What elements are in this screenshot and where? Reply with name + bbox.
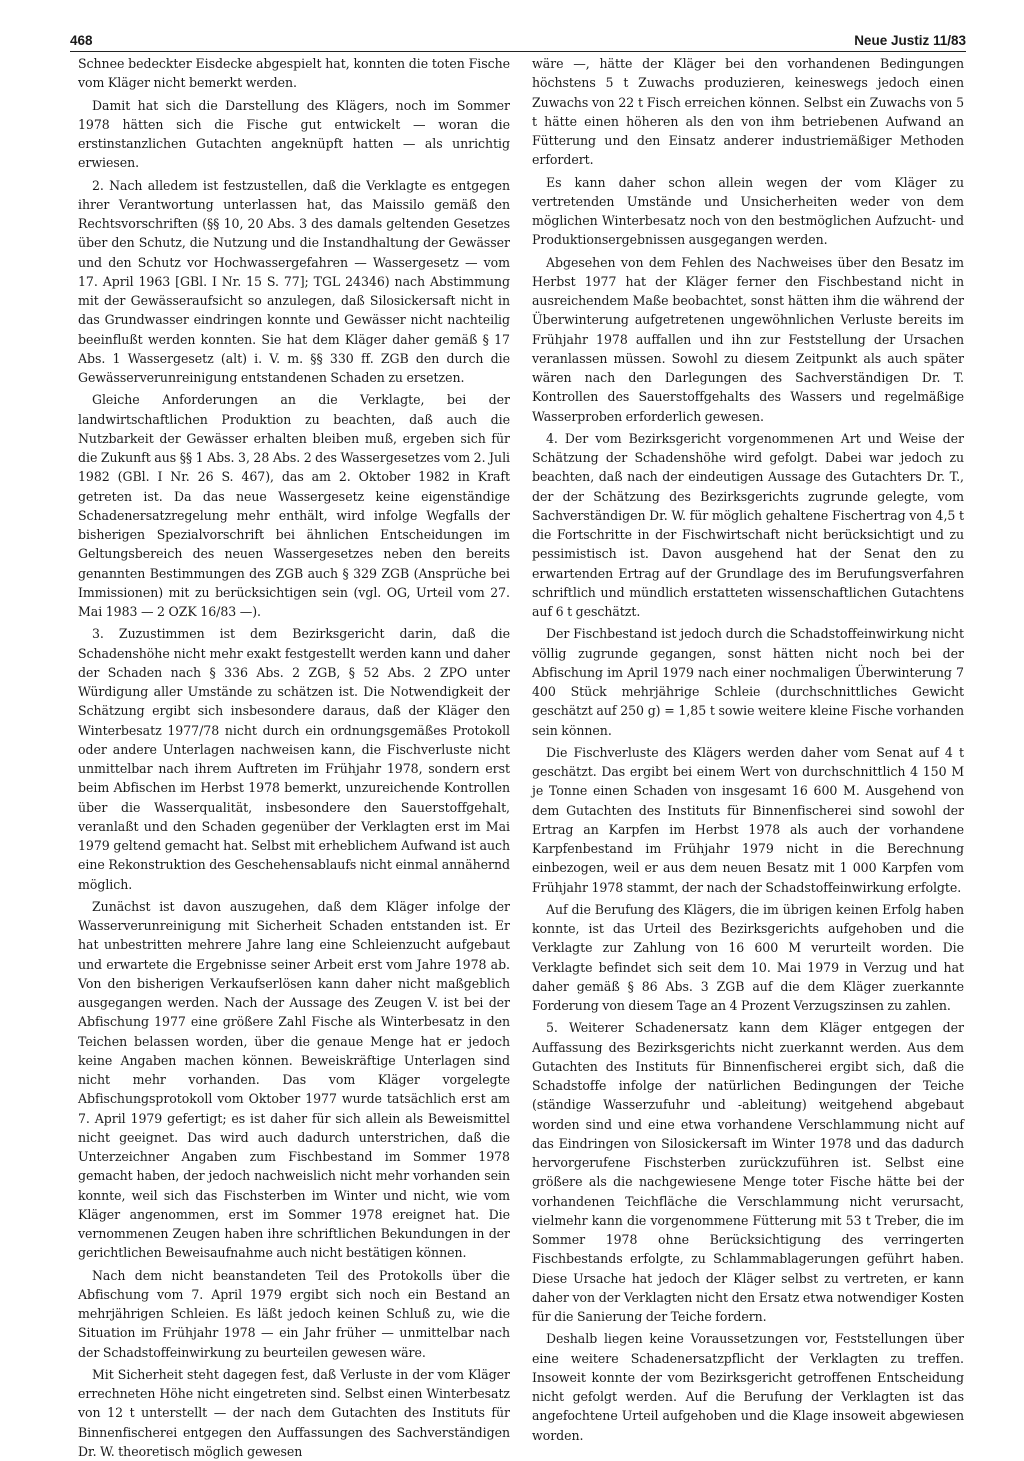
paragraph: Schnee bedeckter Eisdecke abgespielt hat, konnten die toten Fische vom Kläger nicht bemerkt werden. [78, 56, 510, 91]
paragraph: Zunächst ist davon auszugehen, daß dem Kläger infolge der Wasserverunreinigung mit Sicherheit Schaden entstanden ist. Er hat unbestritten mehrere Jahre lang eine Schleienzucht aufgebaut und erwartete die Ergebnisse seiner Arbeit erst vom Jahre 1978 ab. Von den bisherigen Verkaufserlösen kann daher nicht maßgeblich ausgegangen werden. Nach der Aussage des Zeugen V. ist bei der Abfischung 1977 eine größere Zahl Fische als Winterbesatz in den Teichen belassen worden, über die genaue Menge hat er jedoch keine Angaben machen können. Beweiskräftige Unterlagen sind nicht mehr vorhanden. Das vom Kläger vorgelegte Abfischungsprotokoll vom Oktober 1977 wurde tatsächlich erst am 7. April 1979 gefertigt; es ist daher für sich allein als Beweismittel nicht geeignet. Das wird auch dadurch unterstrichen, daß die Unterzeichner Angaben zum Fischbestand im Sommer 1978 gemacht haben, der jedoch nachweislich nicht mehr vorhanden sein konnte, weil sich das Fischsterben im Winter und nicht, wie vom Kläger angenommen, erst im Sommer 1978 ereignet hat. Die vernommenen Zeugen haben ihre schriftlichen Bekundungen in der gerichtlichen Beweisaufnahme auch nicht bestätigen können. [78, 898, 510, 1261]
page-header [70, 26, 966, 52]
paragraph: Deshalb liegen keine Voraussetzungen vor, Feststellungen über eine weitere Schadenersatzpflicht der Verklagten zu treffen. Insoweit konnte der vom Bezirksgericht getroffenen Entscheidung nicht gefolgt werden. Auf die Berufung der Verklagten ist das angefochtene Urteil aufgehoben und die Klage insoweit abgewiesen worden. [532, 1331, 964, 1443]
journal-title: Neue Justiz 11/83 [854, 33, 966, 48]
paragraph: Mit Sicherheit steht dagegen fest, daß Verluste in der vom Kläger errechneten Höhe nicht eingetreten sind. Selbst einen Winterbesatz von 12 t unterstellt — der nach dem Gutachten des Instituts für Binnenfischerei entgegen den Auffassungen des Sachverständigen Dr. W. theoretisch möglich gewesen [78, 1366, 510, 1459]
paragraph: Die Fischverluste des Klägers werden daher vom Senat auf 4 t geschätzt. Das ergibt bei einem Wert von durchschnittlich 4 150 M je Tonne einen Schaden von insgesamt 16 600 M. Ausgehend von dem Gutachten des Instituts für Binnenfischerei sind sowohl der Ertrag an Karpfen im Herbst 1978 als auch der vorhandene Karpfenbestand im Frühjahr 1979 nicht in die Berechnung einbezogen, weil er aus dem neuen Besatz mit 1 000 Karpfen vom Frühjahr 1978 stammt, der nach der Schadstoffeinwirkung erfolgte. [532, 744, 964, 895]
paragraph: 3. Zuzustimmen ist dem Bezirksgericht darin, daß die Schadenshöhe nicht mehr exakt festgestellt werden kann und daher der Schaden nach § 336 Abs. 2 ZGB, § 52 Abs. 2 ZPO unter Würdigung aller Umstände zu schätzen ist. Die Notwendigkeit der Schätzung ergibt sich insbesondere daraus, daß der Kläger den Winterbesatz 1977/78 nicht durch ein ordnungsgemäßes Protokoll oder andere Unterlagen nachweisen kann, die Fischverluste nicht unmittelbar nach ihrem Auftreten im Frühjahr 1978, sondern erst beim Abfischen im Herbst 1978 bemerkt, unzureichende Kontrollen über die Wasserqualität, insbesondere den Sauerstoffgehalt, veranlaßt und den Schaden gegenüber der Verklagten erst im Mai 1979 geltend gemacht hat. Selbst mit erheblichem Aufwand ist auch eine Rekonstruktion des Geschehensablaufs nicht einmal annähernd möglich. [78, 626, 510, 892]
paragraph: 2. Nach alledem ist festzustellen, daß die Verklagte es entgegen ihrer Verantwortung unterlassen hat, das Maissilo gemäß den Rechtsvorschriften (§§ 10, 20 Abs. 3 des damals geltenden Gesetzes über den Schutz, die Nutzung und die Instandhaltung der Gewässer und den Schutz vor Hochwassergefahren — Wassergesetz — vom 17. April 1963 [GBl. I Nr. 15 S. 77]; TGL 24346) nach Abstimmung mit der Gewässeraufsicht so anzulegen, daß Silosickersaft nicht in das Grundwasser eindringen konnte und Gewässer nicht nachteilig beeinflußt werden konnten. Sie hat dem Kläger daher gemäß § 17 Abs. 1 Wassergesetz (alt) i. V. m. §§ 330 ff. ZGB den durch die Gewässerverunreinigung entstandenen Schaden zu ersetzen. [78, 177, 510, 385]
left-column [78, 54, 510, 1459]
paragraph: Der Fischbestand ist jedoch durch die Schadstoffeinwirkung nicht völlig zugrunde gegangen, sonst hätten nicht noch bei der Abfischung im April 1979 nach einer nochmaligen Überwinterung 7 400 Stück mehrjährige Schleie (durchschnittliches Gewicht geschätzt auf 250 g) = 1,85 t sowie weitere kleine Fische vorhanden sein können. [532, 626, 964, 738]
paragraph: Gleiche Anforderungen an die Verklagte, bei der landwirtschaftlichen Produktion zu beachten, daß auch die Nutzbarkeit der Gewässer erhalten bleiben muß, ergeben sich für die Zukunft aus §§ 1 Abs. 3, 28 Abs. 2 des Wassergesetzes vom 2. Juli 1982 (GBl. I Nr. 26 S. 467), das am 2. Oktober 1982 in Kraft getreten ist. Da das neue Wassergesetz keine eigenständige Schadenersatzregelung mehr enthält, wird infolge Wegfalls der bisherigen Spezialvorschrift bei ähnlichen Entscheidungen im Geltungsbereich des neuen Wassergesetzes neben den bereits genannten Bestimmungen des ZGB auch § 329 ZGB (Ansprüche bei Immissionen) mit zu berücksichtigen sein (vgl. OG, Urteil vom 27. Mai 1983 — 2 OZK 16/83 —). [78, 392, 510, 619]
paragraph: Abgesehen von dem Fehlen des Nachweises über den Besatz im Herbst 1977 hat der Kläger ferner den Fischbestand nicht in ausreichendem Maße beobachtet, sonst hätten ihm die während der Überwinterung aufgetretenen ungewöhnlichen Verluste bereits im Frühjahr 1978 auffallen und ihn zur Feststellung der Ursachen veranlassen müssen. Sowohl zu diesem Zeitpunkt als auch später wären nach den Darlegungen des Sachverständigen Dr. T. Kontrollen des Sauerstoffgehalts des Wassers und regelmäßige Wasserproben erforderlich gewesen. [532, 254, 964, 424]
paragraph: wäre —, hätte der Kläger bei den vorhandenen Bedingungen höchstens 5 t Zuwachs produzieren, keineswegs jedoch einen Zuwachs von 22 t Fisch erreichen können. Selbst ein Zuwachs von 5 t hätte einen höheren als den von ihm betriebenen Aufwand an Fütterung und den Einsatz anderer industriemäßiger Methoden erfordert. [532, 56, 964, 168]
paragraph: 5. Weiterer Schadenersatz kann dem Kläger entgegen der Auffassung des Bezirksgerichts nicht zuerkannt werden. Aus dem Gutachten des Instituts für Binnenfischerei ergibt sich, daß die Schadstoffe infolge der natürlichen Bedingungen der Teiche (ständige Wasserzufuhr und -ableitung) weitgehend abgebaut worden sind und eine etwa vorhandene Verschlammung nicht auf das Eindringen von Silosickersaft im Winter 1978 und das dadurch hervorgerufene Fischsterben zurückzuführen ist. Selbst eine größere als die nachgewiesene Menge toter Fische hätte bei der vorhandenen Teichfläche die Verschlammung nicht verursacht, vielmehr kann die vorgenommene Fütterung mit 53 t Treber, die im Sommer 1978 ohne Berücksichtigung des verringerten Fischbestands erfolgte, zu Schlammablagerungen geführt haben. Diese Ursache hat jedoch der Kläger selbst zu vertreten, er kann daher von der Verklagten nicht den Ersatz etwa notwendiger Kosten für die Sanierung der Teiche fordern. [532, 1020, 964, 1324]
paragraph: Es kann daher schon allein wegen der vom Kläger zu vertretenden Umstände und Unsicherheiten weder von dem möglichen Winterbesatz noch von den bestmöglichen Aufzucht- und Produktionsergebnissen ausgegangen werden. [532, 174, 964, 248]
paragraph: Auf die Berufung des Klägers, die im übrigen keinen Erfolg haben konnte, ist das Urteil des Bezirksgerichts aufgehoben und die Verklagte zur Zahlung von 16 600 M verurteilt worden. Die Verklagte befindet sich seit dem 10. Mai 1979 in Verzug und hat daher gemäß § 86 Abs. 3 ZGB auf die dem Kläger zuerkannte Forderung von diesem Tage an 4 Prozent Verzugszinsen zu zahlen. [532, 901, 964, 1013]
header-rule [70, 51, 966, 52]
paragraph: Damit hat sich die Darstellung des Klägers, noch im Sommer 1978 hätten sich die Fische gut entwickelt — woran die erstinstanzlichen Gutachten angeknüpft hatten — als unrichtig erwiesen. [78, 97, 510, 171]
paragraph: 4. Der vom Bezirksgericht vorgenommenen Art und Weise der Schätzung der Schadenshöhe wird gefolgt. Dabei war jedoch zu beachten, daß nach der eindeutigen Aussage des Gutachters Dr. T., der der Schätzung des Bezirksgerichts zugrunde gelegte, vom Sachverständigen Dr. W. für möglich gehaltene Fischertrag von 4,5 t die Fortschritte in der Fischwirtschaft nicht berücksichtigt und zu pessimistisch ist. Davon ausgehend hat der Senat den zu erwartenden Ertrag auf der Grundlage des im Berufungsverfahren schriftlich und mündlich erstatteten wissenschaftlichen Gutachtens auf 6 t geschätzt. [532, 430, 964, 619]
page-number: 468 [70, 33, 93, 48]
right-column [532, 54, 964, 1443]
paragraph: Nach dem nicht beanstandeten Teil des Protokolls über die Abfischung vom 7. April 1979 ergibt sich noch ein Bestand an mehrjährigen Schleien. Es läßt jedoch keinen Schluß zu, wie die Situation im Frühjahr 1978 — ein Jahr früher — unmittelbar nach der Schadstoffeinwirkung zu beurteilen gewesen wäre. [78, 1267, 510, 1360]
